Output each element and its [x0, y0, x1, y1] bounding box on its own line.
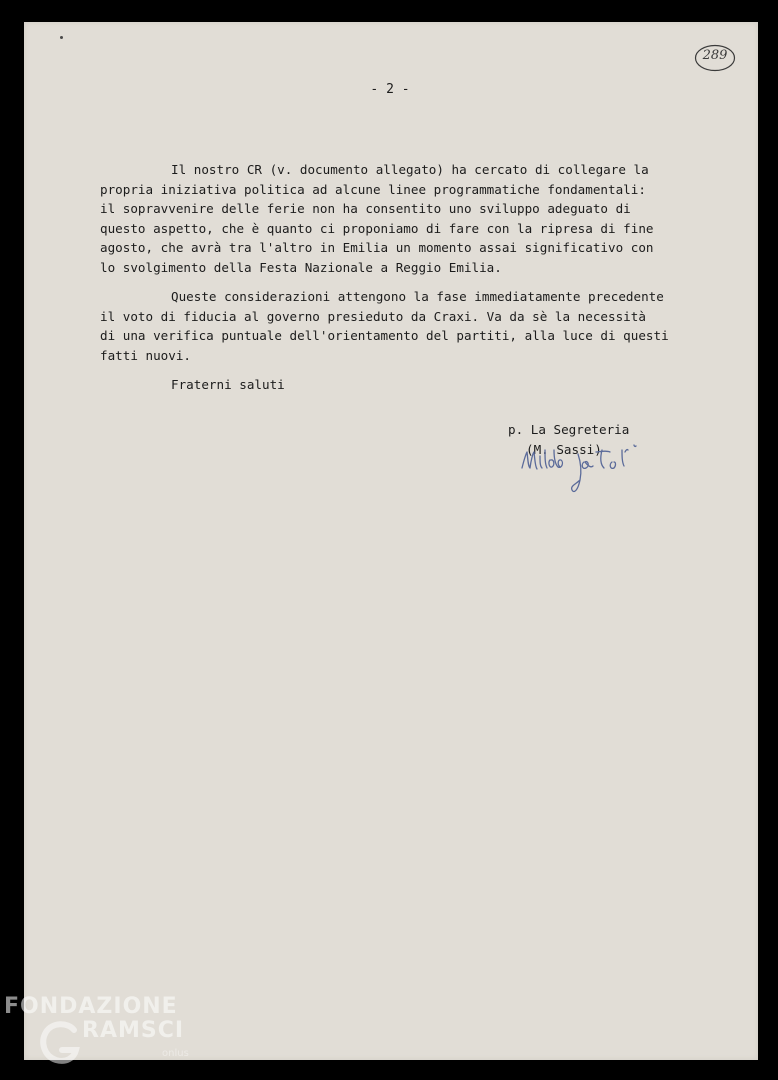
watermark-line1: FONDAZIONE [4, 994, 178, 1019]
letter-body [100, 160, 700, 405]
watermark [4, 994, 204, 1074]
signature-name: (M. Sassi) [526, 441, 602, 457]
text-line: il sopravvenire delle ferie non ha consentito uno sviluppo adeguato di [100, 201, 631, 216]
closing-salutation: Fraterni saluti [171, 377, 285, 392]
text-line: questo aspetto, che è quanto ci proponiamo di fare con la ripresa di fine [100, 220, 654, 236]
text-line: agosto, che avrà tra l'altro in Emilia un momento assai significativo con [100, 240, 654, 255]
watermark-line3: onlus [162, 1048, 189, 1059]
paper-speck [60, 36, 63, 39]
text-line: propria iniziativa politica ad alcune linee programmatiche fondamentali: [100, 181, 646, 197]
archive-number-stamp [694, 44, 736, 72]
text-line: lo svolgimento della Festa Nazionale a Reggio Emilia. [100, 259, 502, 275]
archive-number: 289 [702, 48, 728, 63]
text-line: fatti nuovi. [100, 347, 191, 363]
paragraph-2 [100, 287, 700, 365]
handwritten-signature [518, 440, 648, 498]
watermark-g-logo [34, 1016, 86, 1068]
watermark-line2: RAMSCI [82, 1018, 185, 1043]
text-line: il voto di fiducia al governo presieduto da Craxi. Va da sè la necessità [100, 308, 646, 324]
text-line: di una verifica puntuale dell'orientamento del partiti, alla luce di questi [100, 328, 669, 343]
signature-office: p. La Segreteria [508, 422, 630, 437]
text-line: Queste considerazioni attengono la fase immediatamente precedente [171, 289, 664, 304]
text-line: Il nostro CR (v. documento allegato) ha cercato di collegare la [171, 162, 649, 177]
paragraph-1 [100, 160, 700, 277]
page-number: - 2 - [370, 82, 410, 97]
